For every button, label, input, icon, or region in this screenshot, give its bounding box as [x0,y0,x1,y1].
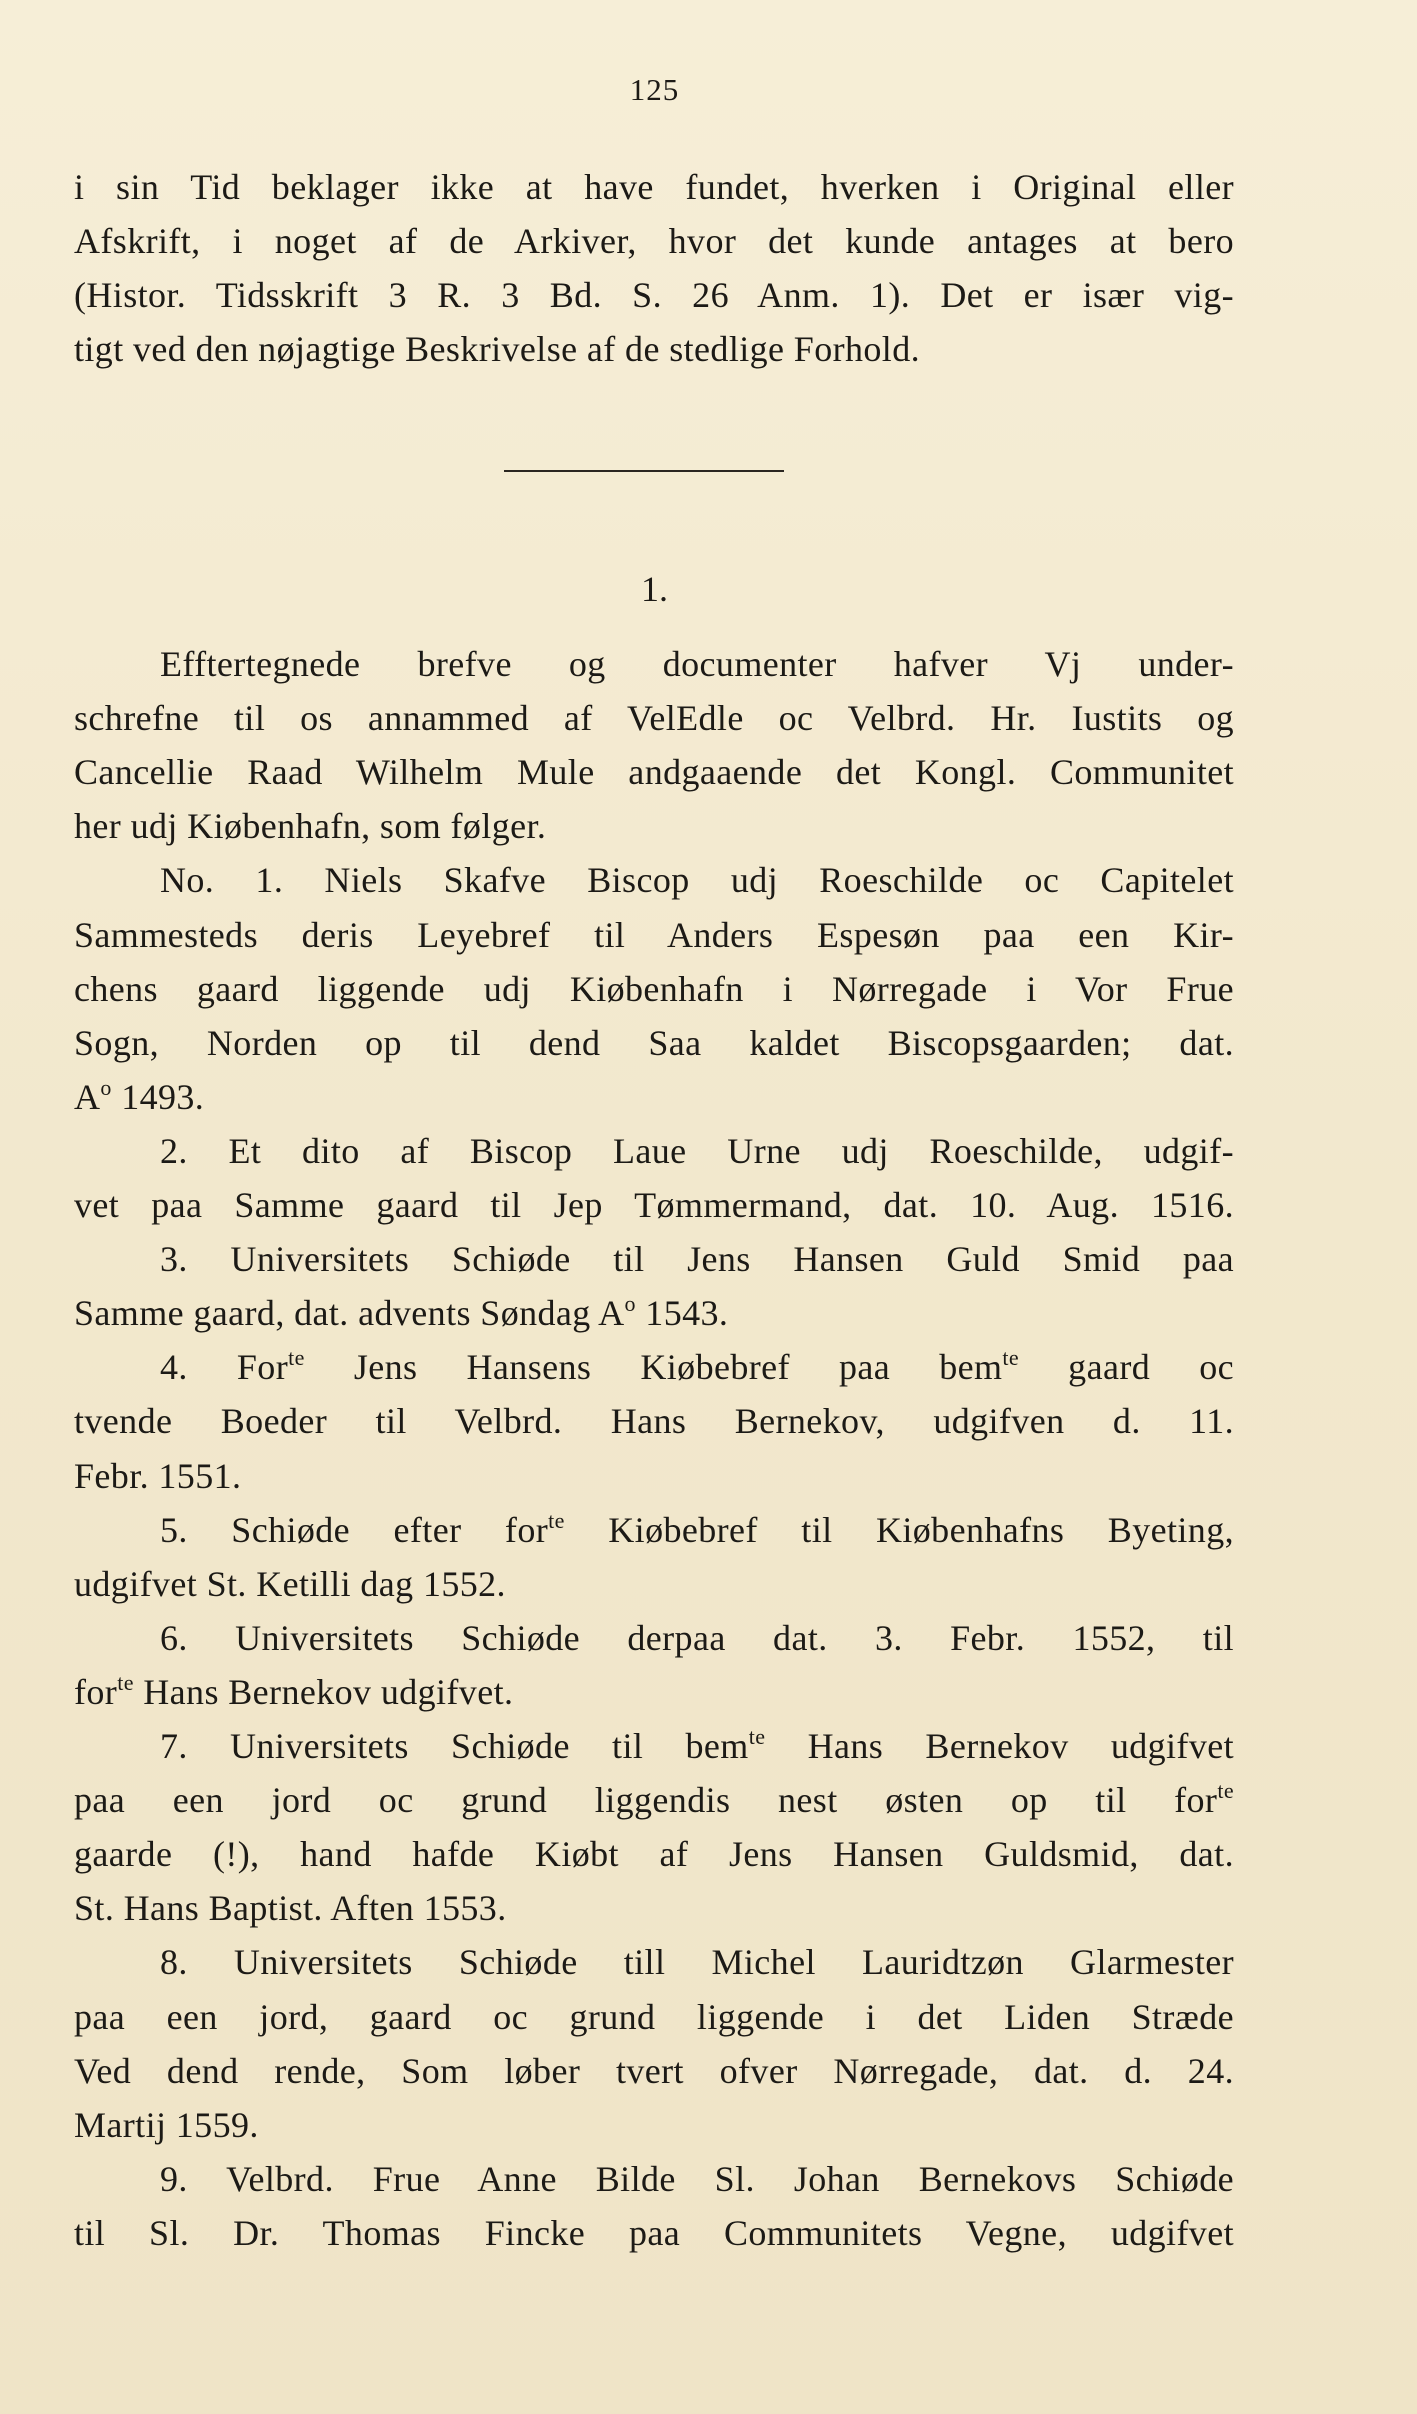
text-line: til Sl. Dr. Thomas Fincke paa Communitets Vegne, udgifvet [74,2212,1234,2253]
text-line: Martij 1559. [74,2104,259,2145]
intro-line: Afskrift, i noget af de Arkiver, hvor det kunde antages at bero [74,221,1234,261]
text-line: 8. Universitets Schiøde till Michel Lauridtzøn Glarmester [160,1942,1234,1983]
text-line: gaarde (!), hand hafde Kiøbt af Jens Hansen Guldsmid, dat. [74,1834,1234,1875]
text-segment: A [74,1076,101,1117]
text-segment: Kiøbebref til Kiøbenhafns Byeting, [564,1509,1234,1550]
superscript-abbrev: te [288,1345,305,1371]
text-segment: 4. For [160,1347,289,1388]
text-line [74,1669,1234,1715]
text-line: vet paa Samme gaard til Jep Tømmermand, dat. 10. Aug. 1516. [74,1185,1234,1225]
intro-line: tigt ved den nøjagtige Beskrivelse af de stedlige Forhold. [74,329,921,369]
superscript-abbrev: te [117,1669,134,1695]
text-segment: Jens Hansens Kiøbebref paa bem [304,1347,1003,1388]
text-line [74,1344,1234,1390]
text-line: 3. Universitets Schiøde til Jens Hansen Guld Smid paa [160,1239,1234,1280]
text-line: 6. Universitets Schiøde derpaa dat. 3. Febr. 1552, til [160,1617,1234,1658]
section-number: 1. [641,569,668,609]
text-line [74,1290,1234,1336]
text-segment: Hans Bernekov udgifvet. [133,1671,514,1712]
text-segment: paa een jord oc grund liggendis nest østen op til for [74,1780,1218,1821]
text-segment: gaard oc [1019,1347,1234,1388]
text-line [74,1777,1234,1823]
text-segment: 5. Schiøde efter for [160,1509,549,1550]
intro-line: (Histor. Tidsskrift 3 R. 3 Bd. S. 26 Anm. 1). Det er især vig- [74,275,1234,315]
text-line: No. 1. Niels Skafve Biscop udj Roeschilde oc Capitelet [160,860,1234,901]
text-line: St. Hans Baptist. Aften 1553. [74,1888,507,1929]
text-line: Ved dend rende, Som løber tvert ofver Nørregade, dat. d. 24. [74,2050,1234,2091]
superscript-abbrev: te [1217,1778,1234,1804]
text-segment: 1543. [635,1293,729,1334]
superscript-abbrev: te [1002,1345,1020,1371]
text-line: tvende Boeder til Velbrd. Hans Bernekov, udgifven d. 11. [74,1401,1234,1442]
text-line: 2. Et dito af Biscop Laue Urne udj Roeschilde, udgif- [160,1130,1234,1171]
text-line [74,1723,1234,1769]
superscript-abbrev: te [548,1507,565,1533]
text-line: Cancellie Raad Wilhelm Mule andgaaende det Kongl. Communitet [74,752,1234,793]
text-segment: Hans Bernekov udgifvet [765,1726,1234,1766]
text-line: schrefne til os annammed af VelEdle oc Velbrd. Hr. Iustits og [74,698,1234,739]
page-number: 125 [629,72,680,107]
text-line [74,1074,1234,1120]
section-divider [504,470,784,472]
superscript-abbrev: o [624,1291,636,1317]
superscript-abbrev: te [748,1724,766,1749]
text-line: Sammesteds deris Leyebref til Anders Espesøn paa een Kir- [74,914,1234,955]
text-line: chens gaard liggende udj Kiøbenhafn i Nørregade i Vor Frue [74,968,1234,1009]
text-line: her udj Kiøbenhafn, som følger. [74,806,547,847]
text-line: 9. Velbrd. Frue Anne Bilde Sl. Johan Bernekovs Schiøde [160,2158,1234,2199]
text-line: Efftertegnede brefve og documenter hafver Vj under- [160,644,1234,684]
text-segment: Samme gaard, dat. advents Søndag A [74,1293,625,1334]
text-line: Sogn, Norden op til dend Saa kaldet Biscopsgaarden; dat. [74,1022,1234,1063]
superscript-abbrev: o [100,1074,112,1100]
text-line: udgifvet St. Ketilli dag 1552. [74,1563,506,1604]
text-segment: 1493. [111,1076,205,1117]
text-segment: 7. Universitets Schiøde til bem [160,1726,749,1766]
text-line: paa een jord, gaard oc grund liggende i det Liden Stræde [74,1996,1234,2037]
intro-line: i sin Tid beklager ikke at have fundet, hverken i Original eller [74,167,1234,207]
text-line [74,1507,1234,1553]
text-segment: for [74,1671,118,1712]
text-line: Febr. 1551. [74,1455,242,1496]
